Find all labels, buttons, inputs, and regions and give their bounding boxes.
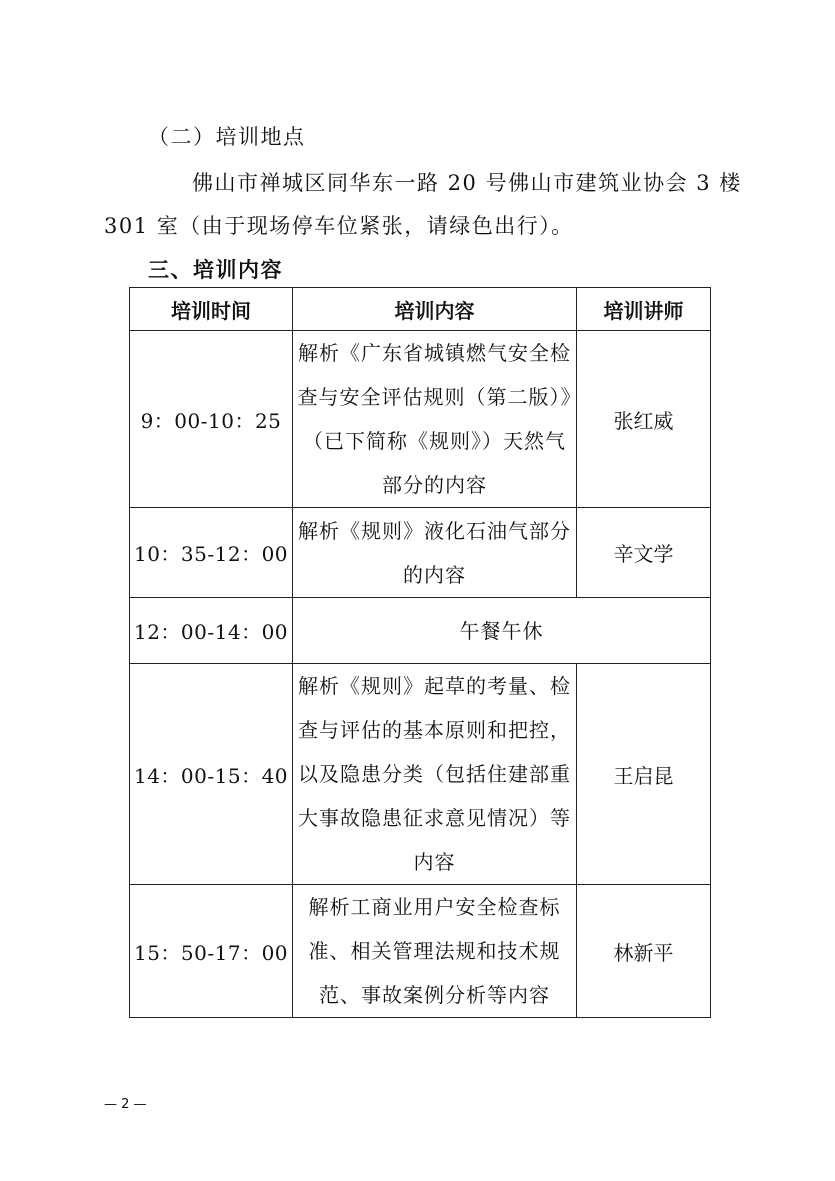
- page-number: — 2 —: [104, 1097, 147, 1112]
- content-cell: 解析工商业用户安全检查标准、相关管理法规和技术规范、事故案例分析等内容: [293, 885, 577, 1018]
- content-cell: 解析《规则》起草的考量、检查与评估的基本原则和把控，以及隐患分类（包括住建部重大事故隐患征求意见情况）等内容: [293, 664, 577, 885]
- time-cell: 12：00-14：00: [130, 598, 293, 664]
- content-cell: 解析《广东省城镇燃气安全检查与安全评估规则（第二版）》（已下简称《规则》）天然气部分的内容: [293, 331, 577, 508]
- table-row: [130, 664, 711, 885]
- table-row: [130, 885, 711, 1018]
- header-teacher: 培训讲师: [577, 288, 711, 331]
- location-line-1: 佛山市禅城区同华东一路 20 号佛山市建筑业协会 3 楼: [192, 171, 742, 195]
- teacher-cell: 王启昆: [577, 664, 711, 885]
- time-cell: 9：00-10：25: [130, 331, 293, 508]
- section-2-heading: （二）培训地点: [148, 125, 306, 149]
- header-content: 培训内容: [293, 288, 577, 331]
- teacher-cell: 林新平: [577, 885, 711, 1018]
- teacher-cell: 辛文学: [577, 508, 711, 598]
- time-cell: 10：35-12：00: [130, 508, 293, 598]
- table-header-row: [130, 288, 711, 331]
- time-cell: 15：50-17：00: [130, 885, 293, 1018]
- section-3-heading: 三、培训内容: [148, 258, 283, 282]
- table-row: [130, 508, 711, 598]
- table-row: [130, 598, 711, 664]
- location-line-2: 301 室（由于现场停车位紧张，请绿色出行）。: [104, 214, 574, 238]
- lunch-break-cell: 午餐午休: [293, 598, 711, 664]
- header-time: 培训时间: [130, 288, 293, 331]
- training-schedule-table: [129, 287, 711, 1018]
- table-row: [130, 331, 711, 508]
- teacher-cell: 张红威: [577, 331, 711, 508]
- content-cell: 解析《规则》液化石油气部分的内容: [293, 508, 577, 598]
- time-cell: 14：00-15：40: [130, 664, 293, 885]
